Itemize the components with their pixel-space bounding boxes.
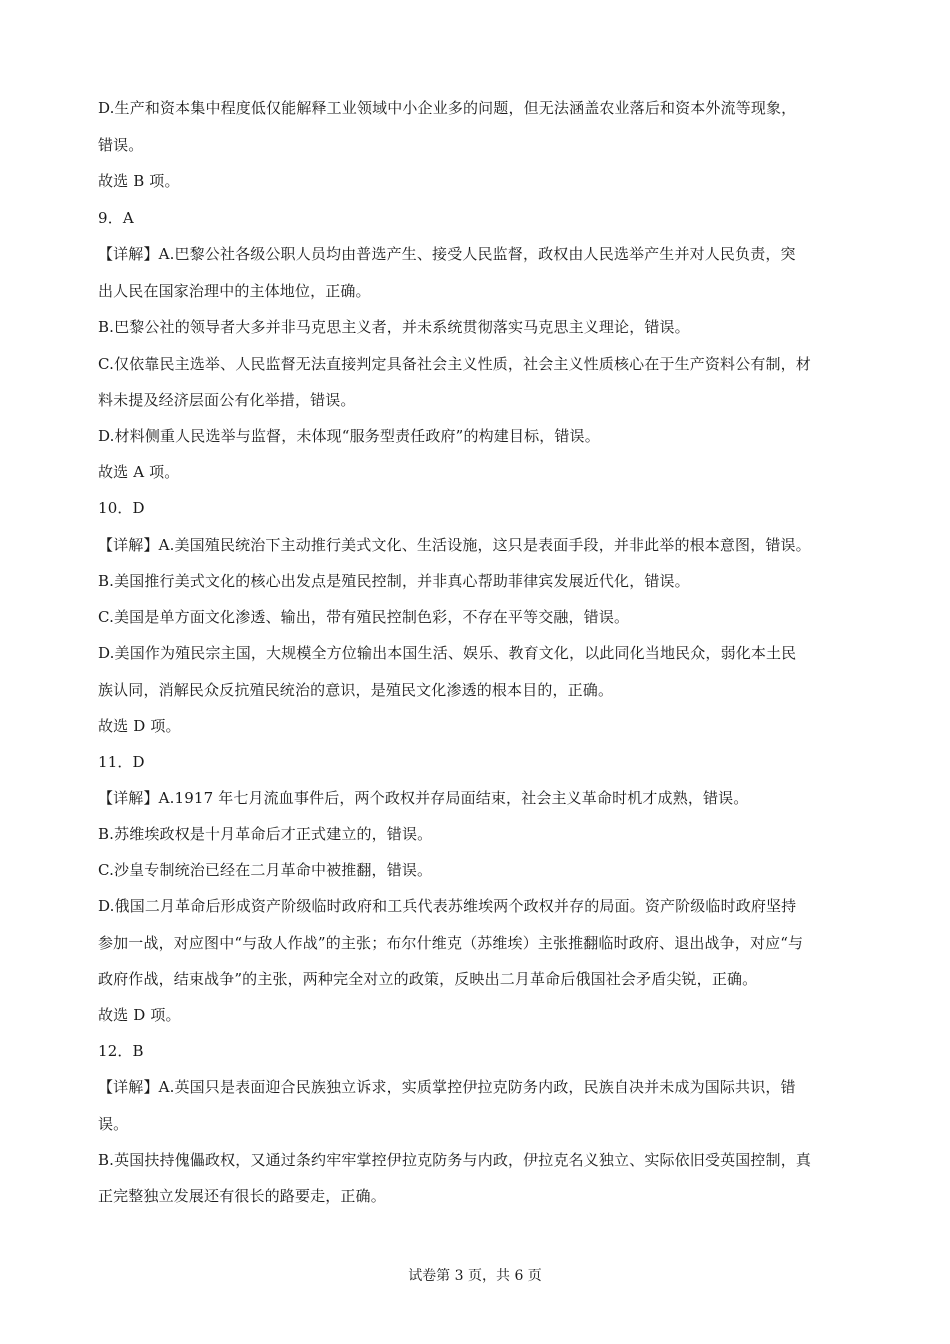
text-line: 【详解】A.1917 年七月流血事件后，两个政权并存局面结束，社会主义革命时机才成熟，错误。 xyxy=(98,789,749,807)
text-line: 族认同，消解民众反抗殖民统治的意识，是殖民文化渗透的根本目的，正确。 xyxy=(98,681,614,699)
text-line: 故选 D 项。 xyxy=(98,1006,181,1024)
text-line: 故选 B 项。 xyxy=(98,172,180,190)
text-line: C.美国是单方面文化渗透、输出，带有殖民控制色彩，不存在平等交融，错误。 xyxy=(98,608,630,626)
text-line: 政府作战，结束战争”的主张，两种完全对立的政策，反映出二月革命后俄国社会矛盾尖锐，正确。 xyxy=(98,970,758,988)
text-line: B.美国推行美式文化的核心出发点是殖民控制，并非真心帮助菲律宾发展近代化，错误。 xyxy=(98,572,690,590)
text-line: 料未提及经济层面公有化举措，错误。 xyxy=(98,391,356,409)
text-line: D.俄国二月革命后形成资产阶级临时政府和工兵代表苏维埃两个政权并存的局面。资产阶级临时政府坚持 xyxy=(98,897,797,915)
text-line: 参加一战，对应图中“与敌人作战”的主张；布尔什维克（苏维埃）主张推翻临时政府、退出战争，对应“与 xyxy=(98,934,804,952)
text-line: 错误。 xyxy=(98,136,144,154)
text-line: D.美国作为殖民宗主国，大规模全方位输出本国生活、娱乐、教育文化，以此同化当地民众，弱化本土民 xyxy=(98,644,797,662)
question-number: 12．B xyxy=(98,1042,144,1060)
text-line: 误。 xyxy=(98,1115,129,1133)
text-line: D.材料侧重人民选举与监督，未体现“服务型责任政府”的构建目标，错误。 xyxy=(98,427,600,445)
question-number: 9．A xyxy=(98,209,134,227)
text-line: B.英国扶持傀儡政权，又通过条约牢牢掌控伊拉克防务与内政，伊拉克名义独立、实际依旧受英国控制，真 xyxy=(98,1151,811,1169)
text-line: 【详解】A.美国殖民统治下主动推行美式文化、生活设施，这只是表面手段，并非此举的根本意图，错误。 xyxy=(98,536,811,554)
question-number: 11．D xyxy=(98,753,145,771)
text-line: 【详解】A.英国只是表面迎合民族独立诉求，实质掌控伊拉克防务内政，民族自决并未成为国际共识，错 xyxy=(98,1078,796,1096)
text-line: 【详解】A.巴黎公社各级公职人员均由普选产生、接受人民监督，政权由人民选举产生并对人民负责，突 xyxy=(98,245,796,263)
page-footer: 试卷第 3 页，共 6 页 xyxy=(408,1268,542,1284)
text-line: 正完整独立发展还有很长的路要走，正确。 xyxy=(98,1187,386,1205)
text-line: C.沙皇专制统治已经在二月革命中被推翻，错误。 xyxy=(98,861,433,879)
question-number: 10．D xyxy=(98,499,145,517)
text-line: 出人民在国家治理中的主体地位，正确。 xyxy=(98,282,371,300)
text-line: B.苏维埃政权是十月革命后才正式建立的，错误。 xyxy=(98,825,433,843)
text-line: 故选 A 项。 xyxy=(98,463,180,481)
text-line: B.巴黎公社的领导者大多并非马克思主义者，并未系统贯彻落实马克思主义理论，错误。 xyxy=(98,318,690,336)
text-line: C.仅依靠民主选举、人民监督无法直接判定具备社会主义性质，社会主义性质核心在于生产资料公有制，材 xyxy=(98,355,811,373)
text-line: 故选 D 项。 xyxy=(98,717,181,735)
text-line: D.生产和资本集中程度低仅能解释工业领域中小企业多的问题，但无法涵盖农业落后和资本外流等现象， xyxy=(98,99,797,117)
